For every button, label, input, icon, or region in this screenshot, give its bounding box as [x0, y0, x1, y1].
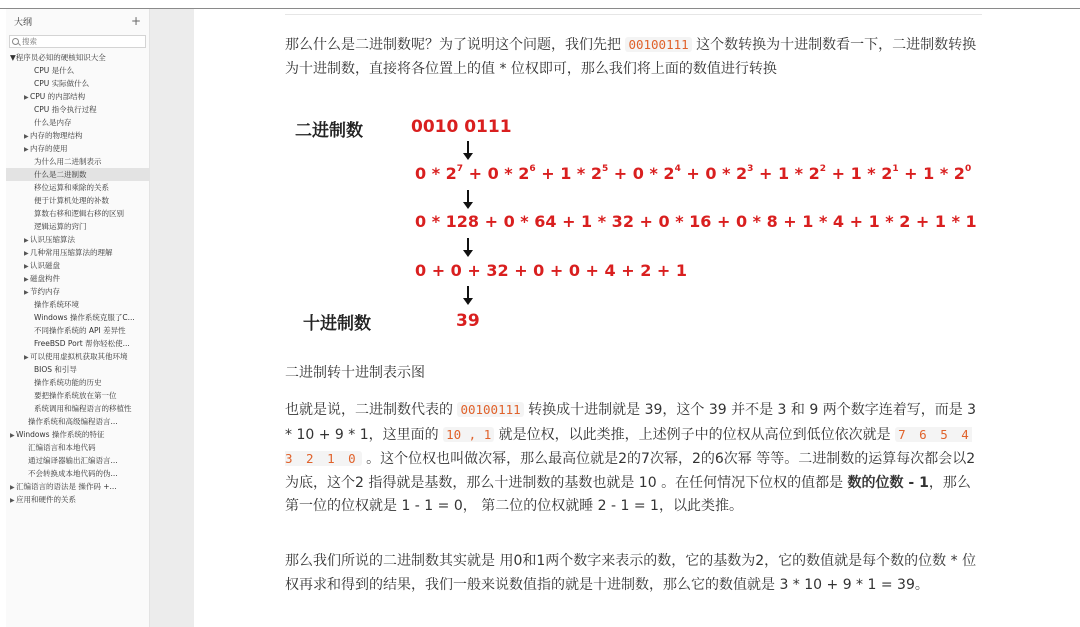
para-text: ，那么第一位的位权就是 1 - 1 = 0， 第二位的位权就睡 2 - 1 = 1，以此类推。 — [285, 474, 971, 514]
outline-item-label: CPU 的内部结构 — [30, 92, 86, 101]
outline-item[interactable] — [6, 493, 149, 506]
decimal-label: 十进制数 — [303, 314, 371, 334]
figure-caption: 二进制转十进制表示图 — [285, 365, 425, 381]
outline-search[interactable] — [9, 35, 146, 48]
power-term: + 0 * 2 — [608, 164, 675, 183]
expand-triangle-icon[interactable]: ▶ — [24, 94, 29, 101]
outline-item-label: 移位运算和乘除的关系 — [34, 183, 109, 192]
outline-item[interactable] — [6, 467, 149, 480]
outline-item[interactable] — [6, 246, 149, 259]
outline-item[interactable] — [6, 441, 149, 454]
outline-item-label: 磁盘构件 — [30, 274, 60, 283]
outline-item-label: 汇编语言的语法是 操作码 +... — [16, 482, 117, 491]
power-exponent: 1 — [892, 163, 899, 174]
power-exponent: 5 — [601, 163, 609, 174]
power-exponent: 3 — [747, 163, 754, 174]
intro-text-2: 这个数转换为十进制数看一下，二进制数转换为十进制数，直接将各位置上的值 * 位权即可，那么我们将上面的数值进行转换 — [285, 37, 977, 77]
outline-item-label: 不同操作系统的 API 差异性 — [34, 326, 126, 335]
power-term: 0 * 2 — [415, 164, 457, 183]
sum-expression: 0 + 0 + 32 + 0 + 0 + 4 + 2 + 1 — [415, 261, 688, 280]
explanation-paragraph — [285, 398, 982, 519]
power-term: + 0 * 2 — [680, 164, 748, 183]
outline-item[interactable] — [6, 285, 149, 298]
power-term: + 1 * 2 — [753, 164, 820, 183]
outline-item[interactable] — [6, 324, 149, 337]
para-text: 就是位权，以此类推，上述例子中的位权从高位到低位依次就是 — [494, 426, 896, 443]
outline-item[interactable] — [6, 181, 149, 194]
down-arrow-icon — [462, 238, 474, 258]
outline-item[interactable] — [6, 129, 149, 142]
power-exponent: 6 — [529, 163, 536, 174]
expand-triangle-icon[interactable]: ▶ — [24, 250, 29, 257]
outline-item[interactable] — [6, 454, 149, 467]
inline-code: 00100111 — [457, 402, 523, 417]
outline-item-label: 逻辑运算的窍门 — [34, 222, 87, 231]
outline-item-label: 不会转换成本地代码的伪... — [28, 469, 118, 478]
expand-triangle-icon[interactable]: ▶ — [24, 146, 29, 153]
down-arrow-icon — [462, 141, 474, 161]
outline-title: 大纲 — [14, 17, 33, 28]
outline-header — [6, 9, 149, 33]
down-arrow-icon — [462, 286, 474, 306]
power-term: + 1 * 2 — [826, 164, 893, 183]
outline-item-label: 操作系统和高级编程语言... — [28, 417, 118, 426]
outline-item-label: 内存的物理结构 — [30, 131, 83, 140]
intro-text-1: 那么什么是二进制数呢？为了说明这个问题，我们先把 — [285, 37, 626, 53]
binary-value: 0010 0111 — [411, 117, 512, 137]
outline-item[interactable] — [6, 376, 149, 389]
expand-triangle-icon[interactable]: ▶ — [10, 432, 15, 439]
outline-item[interactable] — [6, 194, 149, 207]
outline-item[interactable] — [6, 402, 149, 415]
outline-item-label: 可以使用虚拟机获取其他环境 — [30, 352, 128, 361]
power-term: + 1 * 2 — [535, 164, 602, 183]
sidebar-gutter — [150, 9, 194, 627]
outline-item[interactable] — [6, 207, 149, 220]
outline-item[interactable] — [6, 272, 149, 285]
summary-paragraph: 那么我们所说的二进制数其实就是 用0和1两个数字来表示的数，它的基数为2，它的数值就是每个数的位数 * 位权再求和得到的结果，我们一般来说数值指的就是十进制数，那么它的数值就是 3 * 10 + 9 * 1 = 39。 — [285, 553, 977, 593]
outline-item[interactable] — [6, 298, 149, 311]
outline-item-label: BIOS 和引导 — [34, 365, 77, 374]
power-exponent: 7 — [456, 163, 464, 174]
outline-item[interactable] — [6, 233, 149, 246]
para-text: 转换成十进制就是 39，这个 39 并不是 3 和 9 两个数字连着写，而是 3 * 10 + 9 * 1，这里面的 — [285, 402, 977, 443]
outline-item[interactable] — [6, 142, 149, 155]
power-exponent: 4 — [674, 163, 681, 174]
outline-item-label: 应用和硬件的关系 — [16, 495, 76, 504]
bold-text: 数的位数 - 1 — [847, 474, 929, 491]
expand-triangle-icon[interactable]: ▶ — [10, 484, 15, 491]
outline-item[interactable] — [6, 350, 149, 363]
expand-triangle-icon[interactable]: ▶ — [24, 276, 29, 283]
outline-item-label: 通过编译器输出汇编语言... — [28, 456, 118, 465]
outline-item-label: 为什么用二进制表示 — [34, 157, 102, 166]
expand-triangle-icon[interactable]: ▶ — [10, 497, 15, 504]
powers-expression — [415, 164, 971, 183]
outline-item[interactable] — [6, 77, 149, 90]
outline-item[interactable] — [6, 337, 149, 350]
outline-item[interactable] — [6, 480, 149, 493]
power-term: + 0 * 2 — [463, 164, 530, 183]
outline-item-label: 汇编语言和本地代码 — [28, 443, 96, 452]
outline-item[interactable] — [6, 116, 149, 129]
outline-item[interactable] — [6, 103, 149, 116]
outline-item[interactable] — [6, 389, 149, 402]
products-expression: 0 * 128 + 0 * 64 + 1 * 32 + 0 * 16 + 0 * 8 + 1 * 4 + 1 * 2 + 1 * 1 — [415, 212, 977, 231]
outline-item-label: CPU 是什么 — [34, 66, 75, 75]
inline-code: 00100111 — [625, 37, 691, 52]
expand-triangle-icon[interactable]: ▶ — [24, 133, 29, 140]
outline-item-label: 什么是内存 — [34, 118, 72, 127]
outline-item-label: 便于计算机处理的补数 — [34, 196, 109, 205]
outline-item[interactable] — [6, 64, 149, 77]
outline-item[interactable] — [6, 415, 149, 428]
outline-item-label: 认识磁盘 — [30, 261, 60, 270]
outline-item-label: 算数右移和逻辑右移的区别 — [34, 209, 124, 218]
intro-paragraph — [285, 33, 982, 81]
expand-triangle-icon[interactable]: ▶ — [24, 237, 29, 244]
inline-code: 10 , 1 — [443, 427, 494, 442]
outline-item-label: 操作系统环境 — [34, 300, 79, 309]
down-arrow-icon — [462, 190, 474, 210]
outline-item[interactable] — [6, 220, 149, 233]
expand-triangle-icon[interactable]: ▶ — [24, 289, 29, 296]
expand-triangle-icon[interactable]: ▶ — [24, 354, 29, 361]
outline-item-label: 认识压缩算法 — [30, 235, 75, 244]
inline-code: 7 6 5 4 3 2 1 0 — [285, 426, 972, 466]
binary-conversion-figure — [285, 113, 982, 343]
power-term: + 1 * 2 — [898, 164, 965, 183]
outline-item[interactable] — [6, 363, 149, 376]
section-divider — [285, 14, 982, 15]
outline-item[interactable] — [6, 428, 149, 441]
outline-item-label: Windows 操作系统克服了C... — [34, 313, 135, 322]
outline-item[interactable] — [6, 311, 149, 324]
power-exponent: 2 — [819, 163, 827, 174]
expand-triangle-icon[interactable]: ▶ — [24, 263, 29, 270]
outline-item[interactable] — [6, 168, 149, 181]
outline-item-label: FreeBSD Port 帮你轻松使... — [34, 339, 130, 348]
outline-item-label: ▼程序员必知的硬核知识大全 — [10, 53, 106, 62]
power-exponent: 0 — [964, 163, 972, 174]
add-icon[interactable]: + — [130, 14, 141, 28]
outline-item-label: Windows 操作系统的特征 — [16, 430, 105, 439]
outline-item-label: 要把操作系统放在第一位 — [34, 391, 117, 400]
outline-item-label: 几种常用压缩算法的理解 — [30, 248, 113, 257]
outline-item-label: 操作系统功能的历史 — [34, 378, 102, 387]
outline-item-label: CPU 指令执行过程 — [34, 105, 97, 114]
search-icon — [12, 38, 19, 45]
outline-list — [6, 51, 149, 506]
search-input[interactable] — [22, 37, 132, 46]
outline-item[interactable] — [6, 155, 149, 168]
outline-item-label: 节约内存 — [30, 287, 60, 296]
binary-label: 二进制数 — [295, 121, 363, 141]
outline-item-label: CPU 实际做什么 — [34, 79, 90, 88]
outline-sidebar — [6, 9, 150, 627]
outline-item[interactable] — [6, 51, 149, 64]
para-text: 也就是说，二进制数代表的 — [285, 402, 458, 418]
outline-item-label: 内存的使用 — [30, 144, 68, 153]
outline-item[interactable] — [6, 90, 149, 103]
outline-item[interactable] — [6, 259, 149, 272]
outline-item-label: 系统调用和编程语言的移植性 — [34, 404, 132, 413]
outline-item-label: 什么是二进制数 — [34, 170, 87, 179]
decimal-value: 39 — [456, 311, 480, 331]
para-text: 。这个位权也叫做次幂，那么最高位就是2的7次幂，2的6次幂 等等。二进制数的运算每次都会以2为底，这个2 指得就是基数，那么十进制数的基数也就是 10 。在任何情况下位权的值都是 — [285, 451, 976, 491]
